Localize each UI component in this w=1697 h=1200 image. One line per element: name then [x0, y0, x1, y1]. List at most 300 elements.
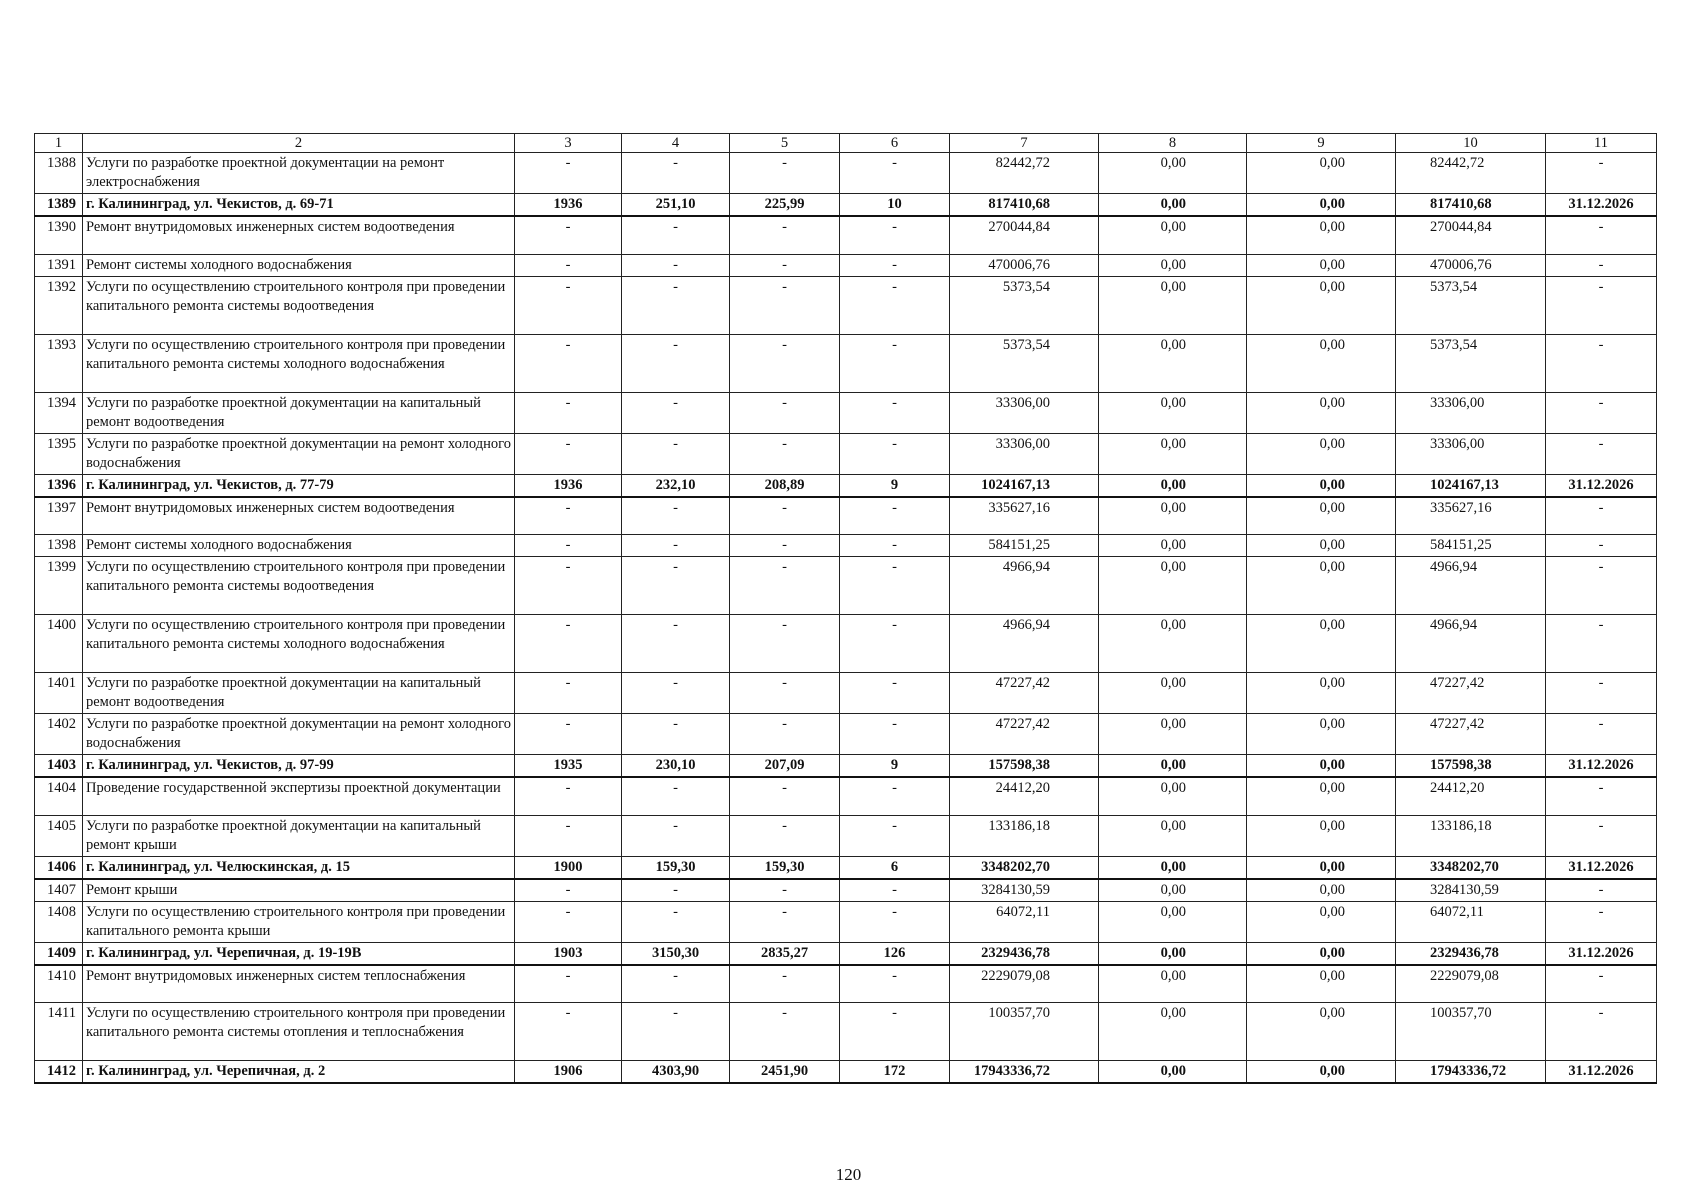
- cell-col-9: 0,00: [1247, 755, 1396, 778]
- cell-col-11: 31.12.2026: [1546, 1061, 1657, 1084]
- table-row: [35, 815, 1657, 856]
- cell-col-11: -: [1546, 965, 1657, 1003]
- cell-col-6: 126: [840, 942, 950, 965]
- cell-col-8: 0,00: [1099, 942, 1247, 965]
- cell-col-10: 47227,42: [1396, 673, 1546, 714]
- cell-col-8: 0,00: [1099, 194, 1247, 217]
- column-header: 7: [950, 134, 1099, 153]
- cell-col-10: 3348202,70: [1396, 856, 1546, 879]
- row-number: 1399: [35, 557, 83, 615]
- cell-col-5: -: [730, 901, 840, 942]
- cell-col-11: -: [1546, 334, 1657, 392]
- column-header: 11: [1546, 134, 1657, 153]
- repair-register-table: [34, 133, 1657, 1084]
- cell-col-9: 0,00: [1247, 1003, 1396, 1061]
- cell-col-7: 335627,16: [950, 497, 1099, 535]
- column-header: 6: [840, 134, 950, 153]
- cell-col-5: -: [730, 777, 840, 815]
- row-description: г. Калининград, ул. Черепичная, д. 2: [83, 1061, 515, 1084]
- cell-col-3: -: [515, 714, 622, 755]
- cell-col-4: -: [622, 392, 730, 433]
- cell-col-6: -: [840, 497, 950, 535]
- cell-col-7: 470006,76: [950, 254, 1099, 276]
- cell-col-8: 0,00: [1099, 557, 1247, 615]
- cell-col-11: -: [1546, 815, 1657, 856]
- cell-col-5: -: [730, 879, 840, 902]
- cell-col-6: -: [840, 777, 950, 815]
- row-number: 1389: [35, 194, 83, 217]
- cell-col-10: 64072,11: [1396, 901, 1546, 942]
- cell-col-9: 0,00: [1247, 942, 1396, 965]
- table-row: [35, 965, 1657, 1003]
- column-number-header-row: [35, 134, 1657, 153]
- cell-col-3: -: [515, 879, 622, 902]
- row-description: г. Калининград, ул. Черепичная, д. 19-19В: [83, 942, 515, 965]
- cell-col-8: 0,00: [1099, 777, 1247, 815]
- cell-col-10: 2329436,78: [1396, 942, 1546, 965]
- table-row: [35, 392, 1657, 433]
- cell-col-9: 0,00: [1247, 856, 1396, 879]
- cell-col-4: -: [622, 714, 730, 755]
- cell-col-4: -: [622, 965, 730, 1003]
- cell-col-3: -: [515, 557, 622, 615]
- cell-col-3: 1936: [515, 474, 622, 497]
- cell-col-8: 0,00: [1099, 856, 1247, 879]
- cell-col-7: 133186,18: [950, 815, 1099, 856]
- row-number: 1402: [35, 714, 83, 755]
- cell-col-7: 270044,84: [950, 216, 1099, 254]
- cell-col-8: 0,00: [1099, 276, 1247, 334]
- row-number: 1405: [35, 815, 83, 856]
- cell-col-9: 0,00: [1247, 334, 1396, 392]
- row-number: 1396: [35, 474, 83, 497]
- cell-col-7: 4966,94: [950, 615, 1099, 673]
- cell-col-7: 2329436,78: [950, 942, 1099, 965]
- cell-col-4: -: [622, 216, 730, 254]
- cell-col-6: -: [840, 557, 950, 615]
- cell-col-11: -: [1546, 153, 1657, 194]
- address-row: [35, 856, 1657, 879]
- cell-col-8: 0,00: [1099, 433, 1247, 474]
- table-row: [35, 777, 1657, 815]
- row-number: 1412: [35, 1061, 83, 1084]
- cell-col-3: 1936: [515, 194, 622, 217]
- cell-col-10: 157598,38: [1396, 755, 1546, 778]
- cell-col-6: -: [840, 901, 950, 942]
- row-number: 1392: [35, 276, 83, 334]
- cell-col-9: 0,00: [1247, 535, 1396, 557]
- cell-col-11: -: [1546, 433, 1657, 474]
- cell-col-8: 0,00: [1099, 815, 1247, 856]
- cell-col-8: 0,00: [1099, 714, 1247, 755]
- cell-col-8: 0,00: [1099, 254, 1247, 276]
- cell-col-5: -: [730, 497, 840, 535]
- row-number: 1409: [35, 942, 83, 965]
- cell-col-10: 335627,16: [1396, 497, 1546, 535]
- cell-col-3: -: [515, 276, 622, 334]
- address-row: [35, 942, 1657, 965]
- cell-col-5: -: [730, 714, 840, 755]
- cell-col-8: 0,00: [1099, 615, 1247, 673]
- cell-col-5: -: [730, 815, 840, 856]
- cell-col-5: -: [730, 535, 840, 557]
- table-row: [35, 879, 1657, 902]
- cell-col-6: -: [840, 216, 950, 254]
- cell-col-8: 0,00: [1099, 392, 1247, 433]
- row-description: г. Калининград, ул. Челюскинская, д. 15: [83, 856, 515, 879]
- row-description: Услуги по разработке проектной документации на ремонт холодного водоснабжения: [83, 433, 515, 474]
- cell-col-4: -: [622, 1003, 730, 1061]
- address-row: [35, 474, 1657, 497]
- cell-col-6: 6: [840, 856, 950, 879]
- cell-col-10: 100357,70: [1396, 1003, 1546, 1061]
- cell-col-10: 33306,00: [1396, 392, 1546, 433]
- cell-col-9: 0,00: [1247, 1061, 1396, 1084]
- cell-col-6: -: [840, 1003, 950, 1061]
- cell-col-6: -: [840, 433, 950, 474]
- cell-col-5: -: [730, 557, 840, 615]
- cell-col-8: 0,00: [1099, 755, 1247, 778]
- row-number: 1410: [35, 965, 83, 1003]
- cell-col-9: 0,00: [1247, 714, 1396, 755]
- cell-col-10: 133186,18: [1396, 815, 1546, 856]
- address-row: [35, 755, 1657, 778]
- cell-col-4: 251,10: [622, 194, 730, 217]
- row-number: 1397: [35, 497, 83, 535]
- cell-col-11: -: [1546, 535, 1657, 557]
- cell-col-6: -: [840, 615, 950, 673]
- column-header: 10: [1396, 134, 1546, 153]
- table-row: [35, 254, 1657, 276]
- cell-col-6: -: [840, 535, 950, 557]
- column-header: 8: [1099, 134, 1247, 153]
- cell-col-6: -: [840, 714, 950, 755]
- row-description: Услуги по осуществлению строительного контроля при проведении капитального ремонта крыши: [83, 901, 515, 942]
- cell-col-3: -: [515, 615, 622, 673]
- page-number: 120: [835, 1165, 862, 1184]
- cell-col-3: -: [515, 254, 622, 276]
- cell-col-4: -: [622, 254, 730, 276]
- row-description: Услуги по разработке проектной документации на капитальный ремонт крыши: [83, 815, 515, 856]
- cell-col-5: -: [730, 1003, 840, 1061]
- cell-col-5: -: [730, 433, 840, 474]
- cell-col-9: 0,00: [1247, 777, 1396, 815]
- cell-col-5: -: [730, 216, 840, 254]
- cell-col-7: 33306,00: [950, 392, 1099, 433]
- cell-col-11: -: [1546, 879, 1657, 902]
- row-description: Ремонт крыши: [83, 879, 515, 902]
- cell-col-9: 0,00: [1247, 392, 1396, 433]
- address-row: [35, 1061, 1657, 1084]
- cell-col-4: 3150,30: [622, 942, 730, 965]
- cell-col-11: -: [1546, 615, 1657, 673]
- row-description: Ремонт внутридомовых инженерных систем теплоснабжения: [83, 965, 515, 1003]
- row-description: Услуги по осуществлению строительного контроля при проведении капитального ремонта системы отопления и теплоснабжения: [83, 1003, 515, 1061]
- cell-col-10: 33306,00: [1396, 433, 1546, 474]
- cell-col-6: -: [840, 965, 950, 1003]
- column-header: 9: [1247, 134, 1396, 153]
- table-row: [35, 673, 1657, 714]
- cell-col-5: -: [730, 615, 840, 673]
- cell-col-6: -: [840, 392, 950, 433]
- table-row: [35, 901, 1657, 942]
- table-row: [35, 276, 1657, 334]
- cell-col-3: -: [515, 497, 622, 535]
- cell-col-6: 9: [840, 474, 950, 497]
- cell-col-10: 47227,42: [1396, 714, 1546, 755]
- cell-col-4: -: [622, 901, 730, 942]
- cell-col-11: -: [1546, 1003, 1657, 1061]
- cell-col-11: -: [1546, 497, 1657, 535]
- cell-col-6: 9: [840, 755, 950, 778]
- column-header: 4: [622, 134, 730, 153]
- cell-col-3: 1900: [515, 856, 622, 879]
- row-number: 1393: [35, 334, 83, 392]
- cell-col-4: -: [622, 557, 730, 615]
- cell-col-11: 31.12.2026: [1546, 194, 1657, 217]
- cell-col-6: -: [840, 879, 950, 902]
- cell-col-9: 0,00: [1247, 433, 1396, 474]
- cell-col-4: -: [622, 673, 730, 714]
- cell-col-4: -: [622, 153, 730, 194]
- cell-col-3: -: [515, 901, 622, 942]
- cell-col-10: 270044,84: [1396, 216, 1546, 254]
- cell-col-11: -: [1546, 392, 1657, 433]
- cell-col-6: 172: [840, 1061, 950, 1084]
- cell-col-10: 584151,25: [1396, 535, 1546, 557]
- table-row: [35, 557, 1657, 615]
- cell-col-7: 24412,20: [950, 777, 1099, 815]
- cell-col-11: 31.12.2026: [1546, 856, 1657, 879]
- row-number: 1398: [35, 535, 83, 557]
- cell-col-4: -: [622, 334, 730, 392]
- cell-col-11: -: [1546, 777, 1657, 815]
- row-number: 1406: [35, 856, 83, 879]
- cell-col-6: -: [840, 276, 950, 334]
- cell-col-8: 0,00: [1099, 965, 1247, 1003]
- cell-col-4: 230,10: [622, 755, 730, 778]
- cell-col-7: 4966,94: [950, 557, 1099, 615]
- cell-col-11: 31.12.2026: [1546, 474, 1657, 497]
- cell-col-3: -: [515, 965, 622, 1003]
- cell-col-6: 10: [840, 194, 950, 217]
- cell-col-9: 0,00: [1247, 673, 1396, 714]
- cell-col-4: -: [622, 777, 730, 815]
- cell-col-5: -: [730, 254, 840, 276]
- column-header: 3: [515, 134, 622, 153]
- row-description: Ремонт системы холодного водоснабжения: [83, 535, 515, 557]
- cell-col-7: 47227,42: [950, 714, 1099, 755]
- cell-col-9: 0,00: [1247, 615, 1396, 673]
- cell-col-4: -: [622, 433, 730, 474]
- cell-col-3: 1906: [515, 1061, 622, 1084]
- cell-col-5: 159,30: [730, 856, 840, 879]
- cell-col-11: -: [1546, 673, 1657, 714]
- cell-col-8: 0,00: [1099, 474, 1247, 497]
- table-row: [35, 535, 1657, 557]
- cell-col-7: 17943336,72: [950, 1061, 1099, 1084]
- row-description: Ремонт внутридомовых инженерных систем водоотведения: [83, 497, 515, 535]
- cell-col-5: -: [730, 153, 840, 194]
- cell-col-11: -: [1546, 901, 1657, 942]
- cell-col-3: -: [515, 216, 622, 254]
- cell-col-10: 817410,68: [1396, 194, 1546, 217]
- cell-col-7: 3284130,59: [950, 879, 1099, 902]
- cell-col-10: 2229079,08: [1396, 965, 1546, 1003]
- cell-col-9: 0,00: [1247, 194, 1396, 217]
- cell-col-7: 100357,70: [950, 1003, 1099, 1061]
- cell-col-4: -: [622, 815, 730, 856]
- cell-col-5: -: [730, 276, 840, 334]
- row-number: 1394: [35, 392, 83, 433]
- cell-col-9: 0,00: [1247, 153, 1396, 194]
- cell-col-11: -: [1546, 216, 1657, 254]
- column-header: 2: [83, 134, 515, 153]
- cell-col-7: 82442,72: [950, 153, 1099, 194]
- cell-col-7: 157598,38: [950, 755, 1099, 778]
- cell-col-6: -: [840, 254, 950, 276]
- cell-col-3: -: [515, 815, 622, 856]
- cell-col-10: 82442,72: [1396, 153, 1546, 194]
- cell-col-9: 0,00: [1247, 879, 1396, 902]
- address-row: [35, 194, 1657, 217]
- row-description: Услуги по разработке проектной документации на ремонт электроснабжения: [83, 153, 515, 194]
- cell-col-10: 5373,54: [1396, 276, 1546, 334]
- cell-col-10: 4966,94: [1396, 615, 1546, 673]
- cell-col-8: 0,00: [1099, 334, 1247, 392]
- cell-col-8: 0,00: [1099, 1003, 1247, 1061]
- cell-col-5: 2451,90: [730, 1061, 840, 1084]
- cell-col-6: -: [840, 153, 950, 194]
- cell-col-8: 0,00: [1099, 497, 1247, 535]
- cell-col-3: -: [515, 392, 622, 433]
- cell-col-7: 584151,25: [950, 535, 1099, 557]
- cell-col-8: 0,00: [1099, 153, 1247, 194]
- cell-col-3: -: [515, 433, 622, 474]
- cell-col-9: 0,00: [1247, 216, 1396, 254]
- cell-col-7: 47227,42: [950, 673, 1099, 714]
- row-number: 1400: [35, 615, 83, 673]
- cell-col-9: 0,00: [1247, 474, 1396, 497]
- cell-col-10: 24412,20: [1396, 777, 1546, 815]
- cell-col-7: 1024167,13: [950, 474, 1099, 497]
- row-number: 1403: [35, 755, 83, 778]
- cell-col-9: 0,00: [1247, 497, 1396, 535]
- cell-col-6: -: [840, 815, 950, 856]
- cell-col-4: -: [622, 276, 730, 334]
- cell-col-11: 31.12.2026: [1546, 942, 1657, 965]
- cell-col-10: 3284130,59: [1396, 879, 1546, 902]
- row-description: Услуги по разработке проектной документации на капитальный ремонт водоотведения: [83, 392, 515, 433]
- cell-col-8: 0,00: [1099, 879, 1247, 902]
- row-number: 1401: [35, 673, 83, 714]
- cell-col-3: -: [515, 777, 622, 815]
- cell-col-5: -: [730, 334, 840, 392]
- row-number: 1404: [35, 777, 83, 815]
- cell-col-11: -: [1546, 276, 1657, 334]
- cell-col-4: -: [622, 879, 730, 902]
- cell-col-4: 159,30: [622, 856, 730, 879]
- row-number: 1391: [35, 254, 83, 276]
- cell-col-9: 0,00: [1247, 276, 1396, 334]
- cell-col-8: 0,00: [1099, 216, 1247, 254]
- cell-col-5: 207,09: [730, 755, 840, 778]
- cell-col-10: 1024167,13: [1396, 474, 1546, 497]
- cell-col-7: 33306,00: [950, 433, 1099, 474]
- row-description: Услуги по разработке проектной документации на ремонт холодного водоснабжения: [83, 714, 515, 755]
- cell-col-9: 0,00: [1247, 965, 1396, 1003]
- cell-col-8: 0,00: [1099, 535, 1247, 557]
- cell-col-7: 5373,54: [950, 334, 1099, 392]
- table-row: [35, 1003, 1657, 1061]
- row-description: Ремонт внутридомовых инженерных систем водоотведения: [83, 216, 515, 254]
- row-description: Услуги по осуществлению строительного контроля при проведении капитального ремонта системы холодного водоснабжения: [83, 615, 515, 673]
- cell-col-3: 1935: [515, 755, 622, 778]
- cell-col-5: 208,89: [730, 474, 840, 497]
- row-description: Услуги по осуществлению строительного контроля при проведении капитального ремонта системы водоотведения: [83, 557, 515, 615]
- row-description: г. Калининград, ул. Чекистов, д. 77-79: [83, 474, 515, 497]
- cell-col-9: 0,00: [1247, 557, 1396, 615]
- cell-col-8: 0,00: [1099, 1061, 1247, 1084]
- cell-col-10: 17943336,72: [1396, 1061, 1546, 1084]
- row-number: 1395: [35, 433, 83, 474]
- cell-col-8: 0,00: [1099, 901, 1247, 942]
- cell-col-7: 5373,54: [950, 276, 1099, 334]
- cell-col-5: -: [730, 392, 840, 433]
- cell-col-7: 64072,11: [950, 901, 1099, 942]
- row-number: 1408: [35, 901, 83, 942]
- table-row: [35, 153, 1657, 194]
- row-description: Услуги по осуществлению строительного контроля при проведении капитального ремонта системы холодного водоснабжения: [83, 334, 515, 392]
- cell-col-3: -: [515, 153, 622, 194]
- cell-col-10: 4966,94: [1396, 557, 1546, 615]
- row-description: Услуги по осуществлению строительного контроля при проведении капитального ремонта системы водоотведения: [83, 276, 515, 334]
- cell-col-5: -: [730, 965, 840, 1003]
- row-description: г. Калининград, ул. Чекистов, д. 69-71: [83, 194, 515, 217]
- column-header: 1: [35, 134, 83, 153]
- cell-col-9: 0,00: [1247, 901, 1396, 942]
- cell-col-3: -: [515, 1003, 622, 1061]
- table-row: [35, 615, 1657, 673]
- table-row: [35, 497, 1657, 535]
- row-number: 1390: [35, 216, 83, 254]
- cell-col-4: 4303,90: [622, 1061, 730, 1084]
- cell-col-10: 5373,54: [1396, 334, 1546, 392]
- cell-col-4: -: [622, 615, 730, 673]
- cell-col-10: 470006,76: [1396, 254, 1546, 276]
- cell-col-4: 232,10: [622, 474, 730, 497]
- cell-col-8: 0,00: [1099, 673, 1247, 714]
- row-number: 1411: [35, 1003, 83, 1061]
- cell-col-5: -: [730, 673, 840, 714]
- cell-col-6: -: [840, 673, 950, 714]
- cell-col-3: -: [515, 673, 622, 714]
- cell-col-5: 2835,27: [730, 942, 840, 965]
- cell-col-11: -: [1546, 714, 1657, 755]
- row-description: г. Калининград, ул. Чекистов, д. 97-99: [83, 755, 515, 778]
- cell-col-11: -: [1546, 557, 1657, 615]
- cell-col-9: 0,00: [1247, 815, 1396, 856]
- cell-col-7: 2229079,08: [950, 965, 1099, 1003]
- cell-col-3: 1903: [515, 942, 622, 965]
- table-row: [35, 334, 1657, 392]
- row-number: 1407: [35, 879, 83, 902]
- column-header: 5: [730, 134, 840, 153]
- cell-col-11: 31.12.2026: [1546, 755, 1657, 778]
- row-description: Проведение государственной экспертизы проектной документации: [83, 777, 515, 815]
- cell-col-9: 0,00: [1247, 254, 1396, 276]
- cell-col-4: -: [622, 497, 730, 535]
